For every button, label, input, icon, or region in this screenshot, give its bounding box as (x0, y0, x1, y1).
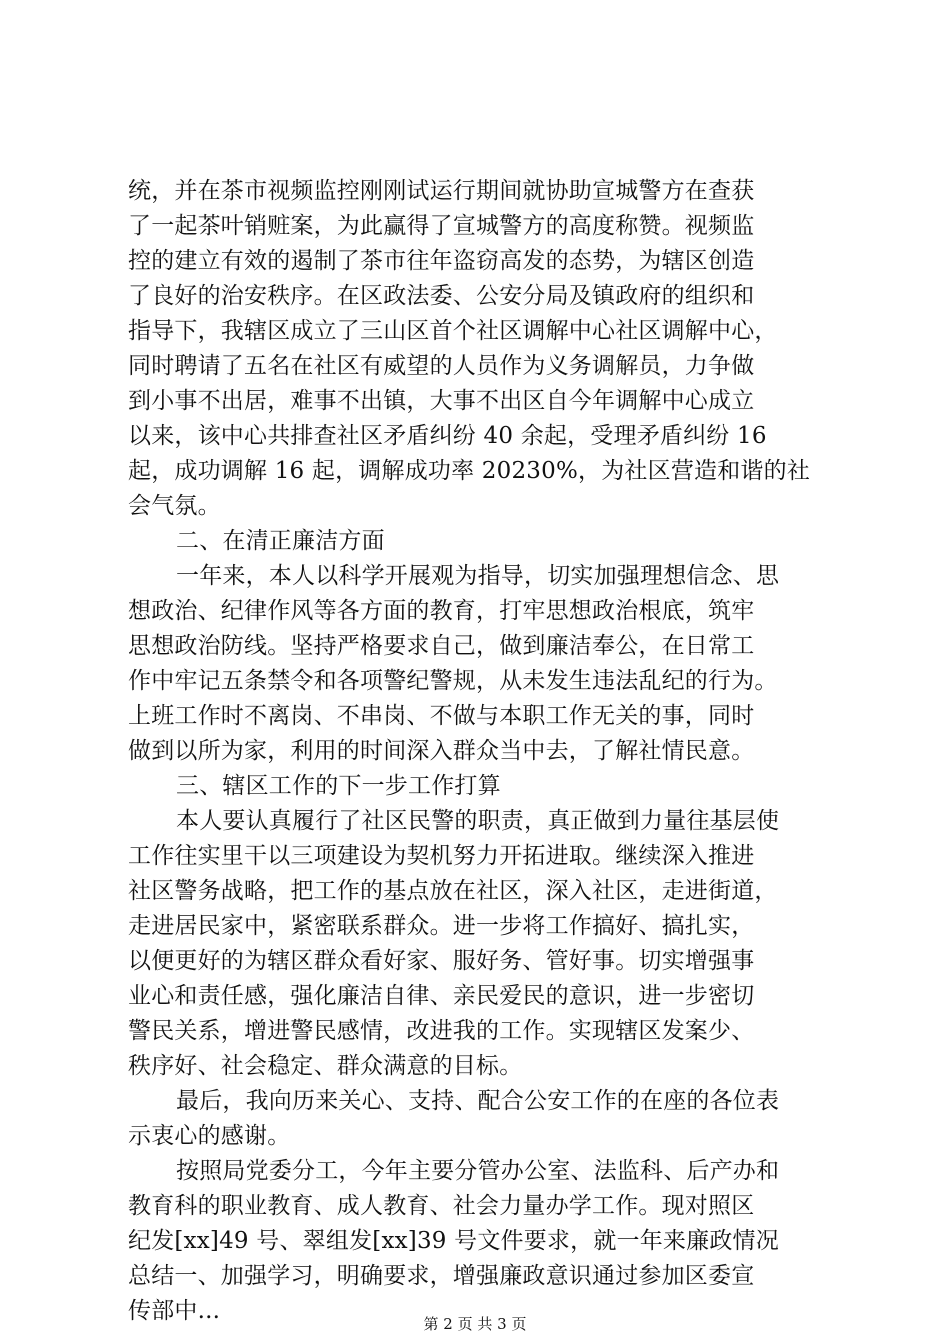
text-line: 按照局党委分工，今年主要分管办公室、法监科、后产办和 (176, 1158, 780, 1184)
text-line: 同时聘请了五名在社区有威望的人员作为义务调解员，力争做 (128, 353, 755, 379)
text-line: 到小事不出居，难事不出镇，大事不出区自今年调解中心成立 (128, 388, 755, 414)
text-line: 做到以所为家，利用的时间深入群众当中去，了解社情民意。 (128, 738, 755, 764)
text-line: 传部中... (128, 1298, 221, 1324)
text-line: 上班工作时不离岗、不串岗、不做与本职工作无关的事，同时 (128, 703, 755, 729)
section-heading: 三、辖区工作的下一步工作打算 (176, 773, 501, 799)
text-line: 工作往实里干以三项建设为契机努力开拓进取。继续深入推进 (128, 843, 755, 869)
text-line: 以便更好的为辖区群众看好家、服好务、管好事。切实增强事 (128, 948, 755, 974)
text-line: 了良好的治安秩序。在区政法委、公安分局及镇政府的组织和 (128, 283, 755, 309)
text-line: 纪发[xx]49 号、翠组发[xx]39 号文件要求，就一年来廉政情况 (128, 1228, 779, 1254)
text-line: 教育科的职业教育、成人教育、社会力量办学工作。现对照区 (128, 1193, 755, 1219)
text-line: 走进居民家中，紧密联系群众。进一步将工作搞好、搞扎实， (128, 913, 755, 939)
text-line: 起，成功调解 16 起，调解成功率 20230%，为社区营造和谐的社 (128, 458, 811, 484)
text-line: 统，并在茶市视频监控刚刚试运行期间就协助宣城警方在查获 (128, 178, 755, 204)
text-line: 一年来，本人以科学开展观为指导，切实加强理想信念、思 (176, 563, 780, 589)
text-line: 本人要认真履行了社区民警的职责，真正做到力量往基层使 (176, 808, 780, 834)
text-line: 总结一、加强学习，明确要求，增强廉政意识通过参加区委宣 (128, 1263, 755, 1289)
text-line: 以来，该中心共排查社区矛盾纠纷 40 余起，受理矛盾纠纷 16 (128, 423, 767, 449)
text-line: 示衷心的感谢。 (128, 1123, 291, 1149)
text-line: 业心和责任感，强化廉洁自律、亲民爱民的意识，进一步密切 (128, 983, 755, 1009)
text-line: 警民关系，增进警民感情，改进我的工作。实现辖区发案少、 (128, 1018, 755, 1044)
section-heading: 二、在清正廉洁方面 (176, 528, 385, 554)
text-line: 了一起茶叶销赃案，为此赢得了宣城警方的高度称赞。视频监 (128, 213, 755, 239)
text-line: 社区警务战略，把工作的基点放在社区，深入社区，走进街道， (128, 878, 778, 904)
text-line: 秩序好、社会稳定、群众满意的目标。 (128, 1053, 523, 1079)
text-line: 思想政治防线。坚持严格要求自己，做到廉洁奉公，在日常工 (128, 633, 755, 659)
text-line: 最后，我向历来关心、支持、配合公安工作的在座的各位表 (176, 1088, 780, 1114)
text-line: 作中牢记五条禁令和各项警纪警规，从未发生违法乱纪的行为。 (128, 668, 778, 694)
text-line: 想政治、纪律作风等各方面的教育，打牢思想政治根底，筑牢 (128, 598, 755, 624)
text-line: 指导下，我辖区成立了三山区首个社区调解中心社区调解中心， (128, 318, 778, 344)
page-footer: 第 2 页 共 3 页 (423, 1315, 527, 1333)
text-line: 会气氛。 (128, 493, 221, 519)
text-line: 控的建立有效的遏制了茶市往年盗窃高发的态势，为辖区创造 (128, 248, 755, 274)
